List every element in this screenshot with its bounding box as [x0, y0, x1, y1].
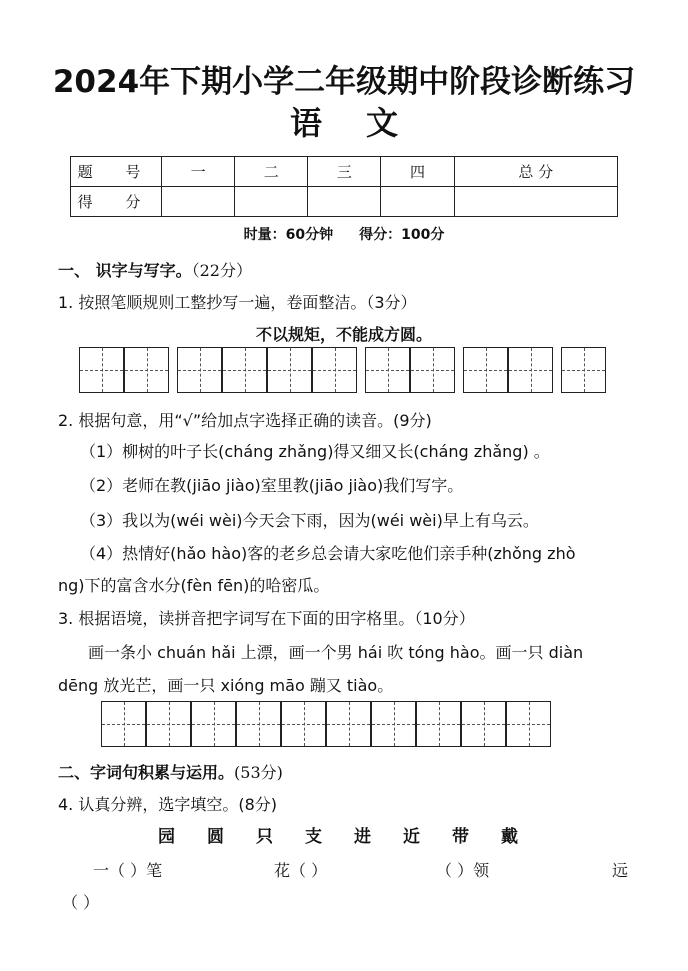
subject-char-1: 语: [289, 104, 322, 142]
question-1: 1. 按照笔顺规则工整抄写一遍，卷面整洁。（3分）: [58, 293, 417, 312]
question-2-line-2: （2）老师在教(jiāo jiào)室里教(jiāo jiào)我们写字。: [80, 476, 464, 495]
section-1-points: （22分）: [191, 261, 252, 280]
score-input-2[interactable]: [235, 187, 308, 217]
score-col-4: 四: [381, 157, 454, 187]
grid-cell[interactable]: [508, 347, 553, 393]
grid-cell[interactable]: [146, 701, 191, 747]
choice-characters: [158, 822, 550, 847]
grid-cell[interactable]: [410, 347, 455, 393]
score-table-row-score: [71, 187, 618, 217]
page-title: 2024年下期小学二年级期中阶段诊断练习: [52, 64, 636, 100]
exam-time: 时量：60分钟: [243, 227, 334, 243]
grid-cell[interactable]: [267, 347, 312, 393]
choice-char: 支: [305, 827, 322, 847]
section-2-title: 二、字词句积累与运用。: [58, 763, 235, 782]
grid-cell[interactable]: [101, 701, 146, 747]
grid-cell[interactable]: [222, 347, 267, 393]
score-input-4[interactable]: [381, 187, 454, 217]
grid-cell[interactable]: [416, 701, 461, 747]
section-1-heading: [58, 258, 252, 281]
grid-cell[interactable]: [463, 347, 508, 393]
fill-blank-1[interactable]: 一（ ）笔: [93, 861, 163, 880]
score-input-3[interactable]: [308, 187, 381, 217]
score-col-1: 一: [162, 157, 235, 187]
grid-cell[interactable]: [177, 347, 222, 393]
grid-cell[interactable]: [79, 347, 124, 393]
fill-blank-4-word: 远: [612, 861, 629, 880]
grid-cell[interactable]: [561, 347, 606, 393]
score-table-row-number: [71, 157, 618, 187]
choice-char: 园: [158, 827, 175, 847]
grid-cell[interactable]: [312, 347, 357, 393]
fill-blank-4[interactable]: （ ）: [62, 893, 100, 912]
fill-blank-3[interactable]: （ ）领: [436, 861, 490, 880]
score-input-1[interactable]: [162, 187, 235, 217]
grid-cell[interactable]: [281, 701, 326, 747]
score-col-3: 三: [308, 157, 381, 187]
choice-char: 戴: [501, 827, 518, 847]
question-4: 4. 认真分辨，选字填空。(8分): [58, 795, 278, 814]
section-2-points: (53分): [234, 763, 283, 782]
score-table: [70, 156, 618, 217]
section-2-heading: [58, 760, 283, 783]
grid-cell[interactable]: [326, 701, 371, 747]
exam-total-score: 得分：100分: [359, 227, 445, 243]
question-2-line-1: （1）柳树的叶子长(cháng zhǎng)得又细又长(cháng zhǎng) 。: [80, 442, 550, 461]
score-col-2: 二: [235, 157, 308, 187]
grid-cell[interactable]: [461, 701, 506, 747]
score-table-label-number: 题 号: [71, 157, 162, 187]
question-3-line-1: 画一条小 chuán hǎi 上漂，画一个男 hái 吹 tóng hào。画一只 diàn: [88, 643, 584, 662]
pinyin-grid: [101, 701, 551, 747]
grid-cell[interactable]: [371, 701, 416, 747]
exam-meta: [0, 224, 688, 244]
choice-char: 进: [354, 827, 371, 847]
fill-blank-2[interactable]: 花（ ）: [274, 861, 328, 880]
choice-char: 只: [256, 827, 273, 847]
choice-char: 圆: [207, 827, 224, 847]
question-2-line-4: （4）热情好(hǎo hào)客的老乡总会请大家吃他们亲手种(zhǒng zhò: [80, 544, 576, 563]
question-2: 2. 根据句意，用“√”给加点字选择正确的读音。(9分): [58, 411, 432, 430]
grid-cell[interactable]: [506, 701, 551, 747]
subject-title: [0, 98, 688, 144]
copy-grid: [79, 347, 606, 393]
choice-char: 带: [452, 827, 469, 847]
question-2-line-3: （3）我以为(wéi wèi)今天会下雨，因为(wéi wèi)早上有乌云。: [80, 511, 539, 530]
section-1-title: 一、 识字与写字。: [58, 261, 192, 280]
subject-char-2: 文: [366, 104, 399, 142]
question-3-line-2: dēng 放光芒，画一只 xióng māo 蹦又 tiào。: [58, 676, 394, 695]
grid-cell[interactable]: [124, 347, 169, 393]
grid-cell[interactable]: [236, 701, 281, 747]
question-2-line-5: ng)下的富含水分(fèn fēn)的哈密瓜。: [58, 576, 330, 595]
score-input-total[interactable]: [454, 187, 617, 217]
score-col-total: 总 分: [454, 157, 617, 187]
grid-cell[interactable]: [365, 347, 410, 393]
score-table-label-score: 得 分: [71, 187, 162, 217]
proverb: 不以规矩，不能成方圆。: [255, 325, 432, 344]
question-3: 3. 根据语境，读拼音把字词写在下面的田字格里。（10分）: [58, 609, 475, 628]
grid-cell[interactable]: [191, 701, 236, 747]
choice-char: 近: [403, 827, 420, 847]
